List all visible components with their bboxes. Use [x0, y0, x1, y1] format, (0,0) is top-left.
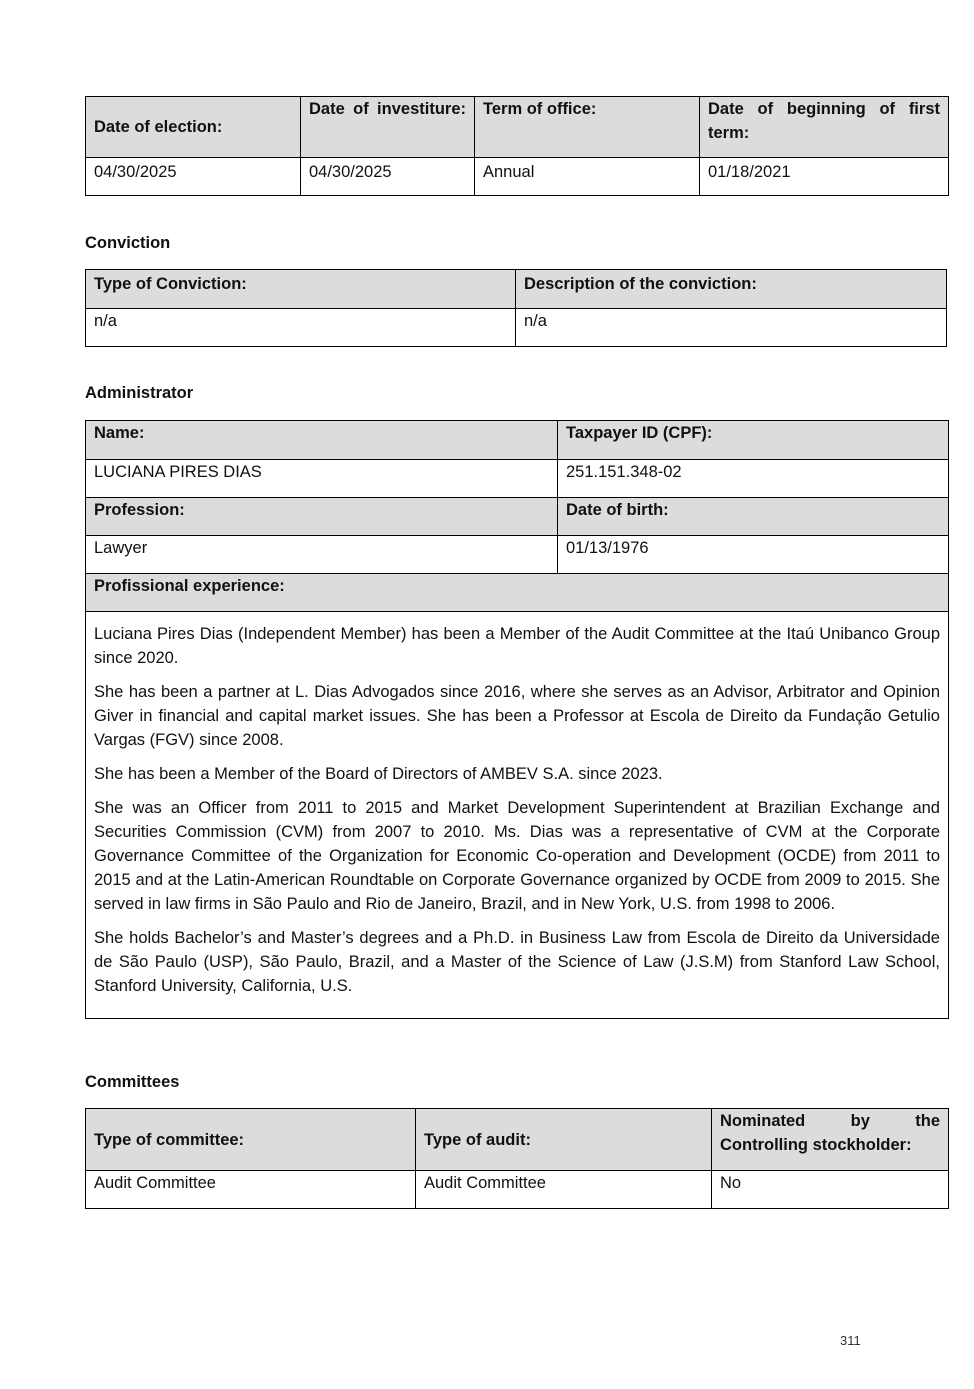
experience-paragraph: She holds Bachelor’s and Master’s degrees and a Ph.D. in Business Law from Escola de Direito da Universidade de São Paulo (USP), São Paulo, Brazil, and a Master of the Science of Law (J.S.M) from Stanford Law School, Stanford University, California, U.S. — [94, 929, 940, 995]
profession-header: Profession: — [86, 498, 558, 536]
professional-experience-body — [86, 612, 949, 1019]
type-of-audit-header: Type of audit: — [416, 1109, 712, 1171]
administrator-section-title: Administrator — [85, 384, 194, 402]
nominated-by-controlling-value: No — [712, 1171, 949, 1209]
first-term-value: 01/18/2021 — [700, 158, 949, 196]
experience-paragraph: Luciana Pires Dias (Independent Member) has been a Member of the Audit Committee at the Itaú Unibanco Group since 2020. — [94, 625, 940, 667]
term-of-office-header: Term of office: — [475, 97, 700, 158]
date-of-birth-header: Date of birth: — [558, 498, 949, 536]
date-of-investiture-header: Date of investiture: — [301, 97, 475, 158]
name-header: Name: — [86, 421, 558, 460]
date-of-investiture-value: 04/30/2025 — [301, 158, 475, 196]
conviction-description-header: Description of the conviction: — [516, 270, 947, 309]
type-of-committee-value: Audit Committee — [86, 1171, 416, 1209]
committees-table — [85, 1108, 949, 1209]
type-of-audit-value: Audit Committee — [416, 1171, 712, 1209]
terms-table — [85, 96, 949, 196]
term-of-office-value: Annual — [475, 158, 700, 196]
conviction-section-title: Conviction — [85, 234, 171, 252]
administrator-table — [85, 420, 949, 1019]
experience-paragraph: She has been a partner at L. Dias Advogados since 2016, where she serves as an Advisor, Arbitrator and Opinion Giver in financial and capital market issues. She has been a Professor at Escola de Direito da Fundação Getulio Vargas (FGV) since 2008. — [94, 683, 940, 749]
first-term-header: Date of beginning of first term: — [700, 97, 949, 158]
conviction-table — [85, 269, 947, 347]
nominated-by-controlling-header: Nominated by the Controlling stockholder: — [712, 1109, 949, 1171]
professional-experience-header: Profissional experience: — [86, 574, 949, 612]
profession-value: Lawyer — [86, 536, 558, 574]
type-of-conviction-header: Type of Conviction: — [86, 270, 516, 309]
cpf-header: Taxpayer ID (CPF): — [558, 421, 949, 460]
date-of-election-header: Date of election: — [86, 97, 301, 158]
type-of-conviction-value: n/a — [86, 309, 516, 347]
date-of-election-value: 04/30/2025 — [86, 158, 301, 196]
experience-paragraph: She has been a Member of the Board of Directors of AMBEV S.A. since 2023. — [94, 765, 663, 783]
date-of-birth-value: 01/13/1976 — [558, 536, 949, 574]
type-of-committee-header: Type of committee: — [86, 1109, 416, 1171]
conviction-description-value: n/a — [516, 309, 947, 347]
committees-section-title: Committees — [85, 1073, 180, 1091]
experience-paragraph: She was an Officer from 2011 to 2015 and Market Development Superintendent at Brazilian Exchange and Securities Commission (CVM) from 2007 to 2010. Ms. Dias was a representative of CVM at the Corporate Governance Committee of the Organization for Economic Co-operation and Development (OCDE) from 2011 to 2015 and at the Latin-American Roundtable on Corporate Governance organized by OCDE from 2009 to 2015. She served in law firms in São Paulo and Rio de Janeiro, Brazil, and in New York, U.S. from 1998 to 2006. — [94, 799, 940, 913]
cpf-value: 251.151.348-02 — [558, 460, 949, 498]
name-value: LUCIANA PIRES DIAS — [86, 460, 558, 498]
page-number: 311 — [840, 1333, 861, 1348]
